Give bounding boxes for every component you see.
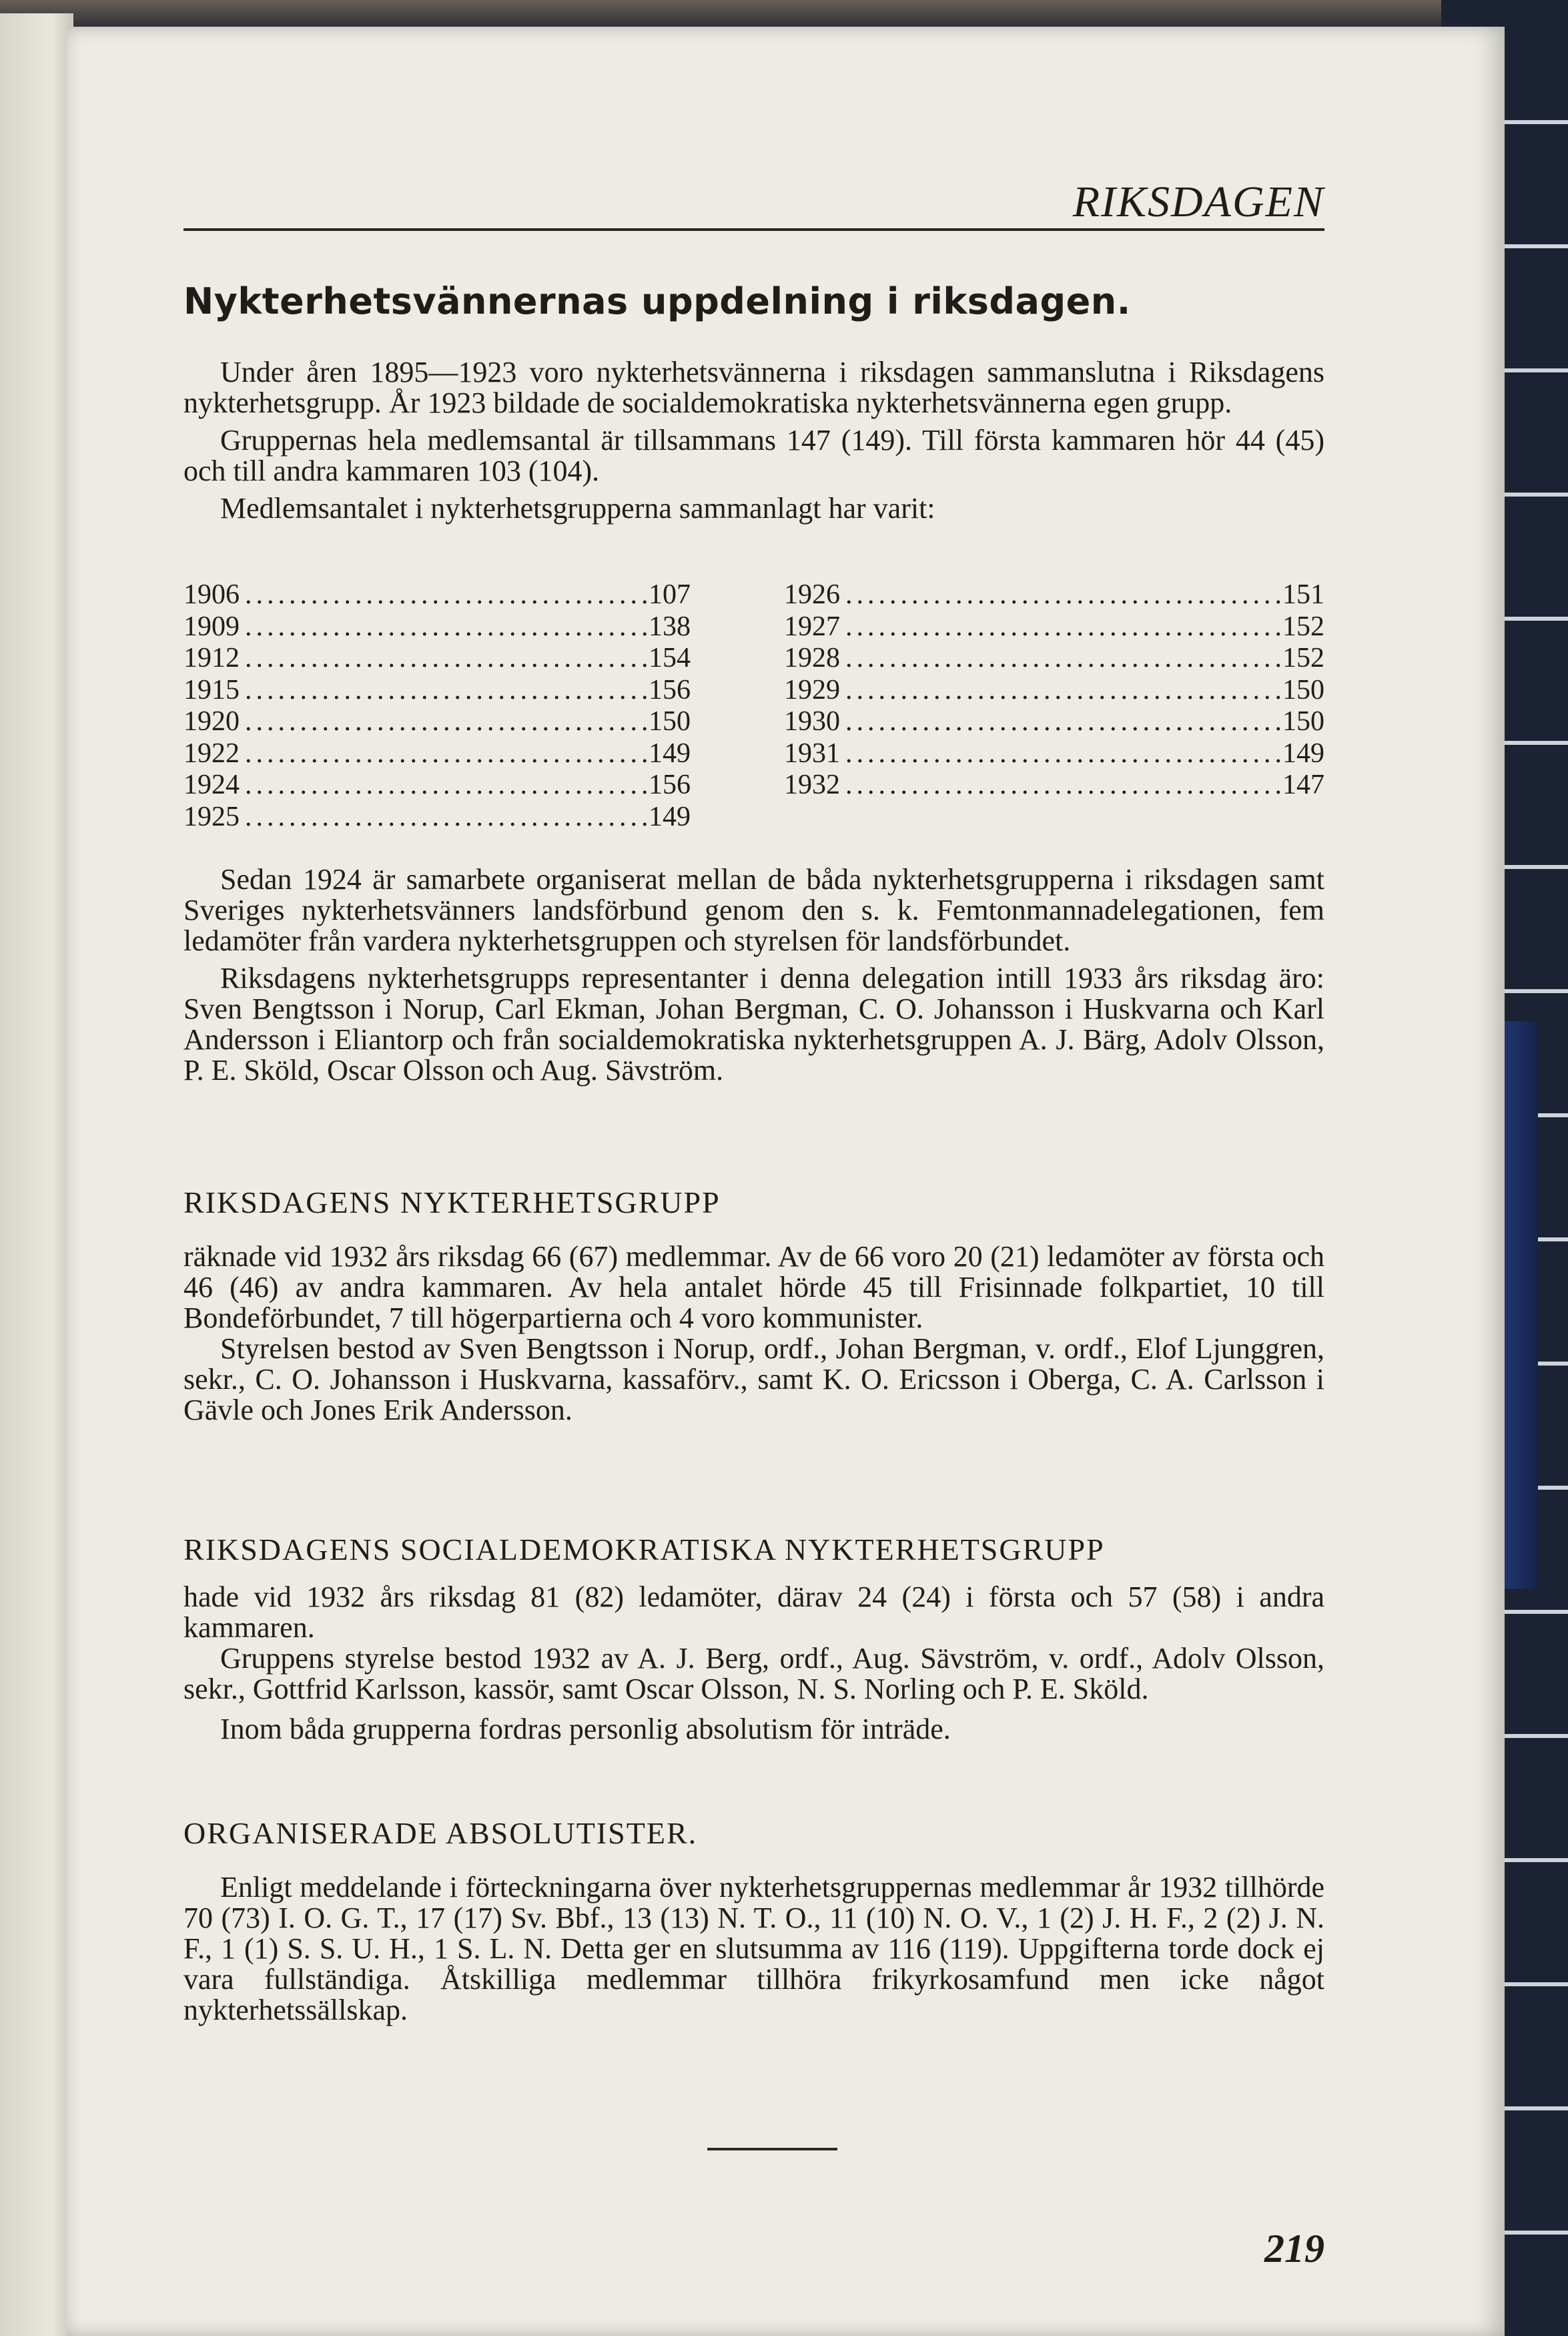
table-row: 1925 ..... 149 [183,802,691,834]
intro-text [183,357,1324,524]
section-nykterhetsgrupp-text [183,1241,1324,1426]
table-row: 1920 ..... 150 [183,706,691,738]
table-row: 1912 ..... 154 [183,643,691,675]
table-row: 1924 ..... 156 [183,770,691,802]
facing-page-edge [0,13,73,2336]
section-absolutister-text [183,1872,1324,2026]
table-row: 1927 ..... 152 [784,611,1324,643]
table-row: 1929 ..... 150 [784,675,1324,707]
section-3-paragraph-1: Enligt meddelande i förteckningarna över nykterhetsgruppernas medlemmar år 1932 tillhörde 70 (73) I. O. G. T., 17 (17) Sv. Bbf., 13 (13) N. T. O., 11 (10) N. O. V., 1 (2) J. H. F., 2 (2) J. N. F., 1 (1) S. S. U. H., 1 S. L. N. Detta ger en slutsumma av 116 (119). Uppgifterna torde dock ej vara fullständiga. Åtskilliga medlemmar tillhöra frikyrkosamfund men icke något nykterhetssällskap. [183,1871,1324,2026]
table-row: 1926 ..... 151 [784,579,1324,611]
running-head: RIKSDAGEN [1072,178,1324,226]
section-title-nykterhetsgrupp: RIKSDAGENS NYKTERHETSGRUPP [183,1185,721,1219]
section-1-paragraph-2: Styrelsen bestod av Sven Bengtsson i Norup, ordf., Johan Bergman, v. ordf., Elof Ljunggren, sekr., C. O. Johansson i Huskvarna, kassaförv., samt K. O. Ericsson i Oberga, C. A. Carlsson i Gävle och Jones Erik Andersson. [183,1332,1324,1426]
closing-rule [707,2148,837,2150]
table-row: 1932 ..... 147 [784,770,1324,802]
page-number: 219 [1264,2227,1324,2271]
book-top-edge [0,0,1568,30]
section-1-paragraph-1: räknade vid 1932 års riksdag 66 (67) medlemmar. Av de 66 voro 20 (21) ledamöter av första och 46 (46) av andra kammaren. Av hela antalet hörde 45 till Frisinnade folkpartiet, 10 till Bondeförbundet, 7 till högerpartierna och 4 voro kommunister. [183,1240,1324,1334]
table-row: 1928 ..... 152 [784,643,1324,675]
intro-paragraph-3: Medlemsantalet i nykterhetsgrupperna sammanlagt har varit: [220,492,935,525]
intro-paragraph-1: Under åren 1895—1923 voro nykterhetsvännerna i riksdagen sammanslutna i Riksdagens nykterhetsgrupp. År 1923 bildade de socialdemokratiska nykterhetsvännerna egen grupp. [183,356,1324,419]
page-heading: Nykterhetsvännernas uppdelning i riksdagen. [183,280,1131,322]
header-rule [183,228,1324,231]
table-row: 1922 ..... 149 [183,738,691,770]
section-2-paragraph-1: hade vid 1932 års riksdag 81 (82) ledamöter, därav 24 (24) i första och 57 (58) i andra kammaren. [183,1580,1324,1644]
membership-column-right [784,579,1324,802]
delegation-paragraph-1: Sedan 1924 är samarbete organiserat mellan de båda nykterhetsgrupperna i riksdagen samt Sveriges nykterhetsvänners landsförbund genom den s. k. Femtonmannadelegationen, fem ledamöter från vardera nykterhetsgruppen och styrelsen för landsförbundet. [183,863,1324,957]
section-2-paragraph-3: Inom båda grupperna fordras personlig absolutism för inträde. [220,1713,951,1745]
table-row: 1915 ..... 156 [183,675,691,707]
section-title-absolutister: ORGANISERADE ABSOLUTISTER. [183,1816,698,1850]
table-row: 1906 ..... 107 [183,579,691,611]
book-page [67,27,1505,2336]
section-socialdemokratiska-text [183,1582,1324,1745]
table-row: 1930 ..... 150 [784,706,1324,738]
delegation-text [183,864,1324,1086]
membership-column-left [183,579,691,833]
table-row: 1909 ..... 138 [183,611,691,643]
section-title-socialdemokratiska: RIKSDAGENS SOCIALDEMOKRATISKA NYKTERHETSGRUPP [183,1532,1105,1566]
delegation-paragraph-2: Riksdagens nykterhetsgrupps representanter i denna delegation intill 1933 års riksdag äro: Sven Bengtsson i Norup, Carl Ekman, Johan Bergman, C. O. Johansson i Huskvarna och Karl Andersson i Eliantorp och från socialdemokratiska nykterhetsgruppen A. J. Bärg, Adolv Olsson, P. E. Sköld, Oscar Olsson och Aug. Sävström. [183,962,1324,1087]
intro-paragraph-2: Gruppernas hela medlemsantal är tillsammans 147 (149). Till första kammaren hör 44 (45) och till andra kammaren 103 (104). [183,424,1324,487]
table-row: 1931 ..... 149 [784,738,1324,770]
section-2-paragraph-2: Gruppens styrelse bestod 1932 av A. J. Berg, ordf., Aug. Sävström, v. ordf., Adolv Olsson, sekr., Gottfrid Karlsson, kassör, samt Oscar Olsson, N. S. Norling och P. E. Sköld. [183,1642,1324,1705]
